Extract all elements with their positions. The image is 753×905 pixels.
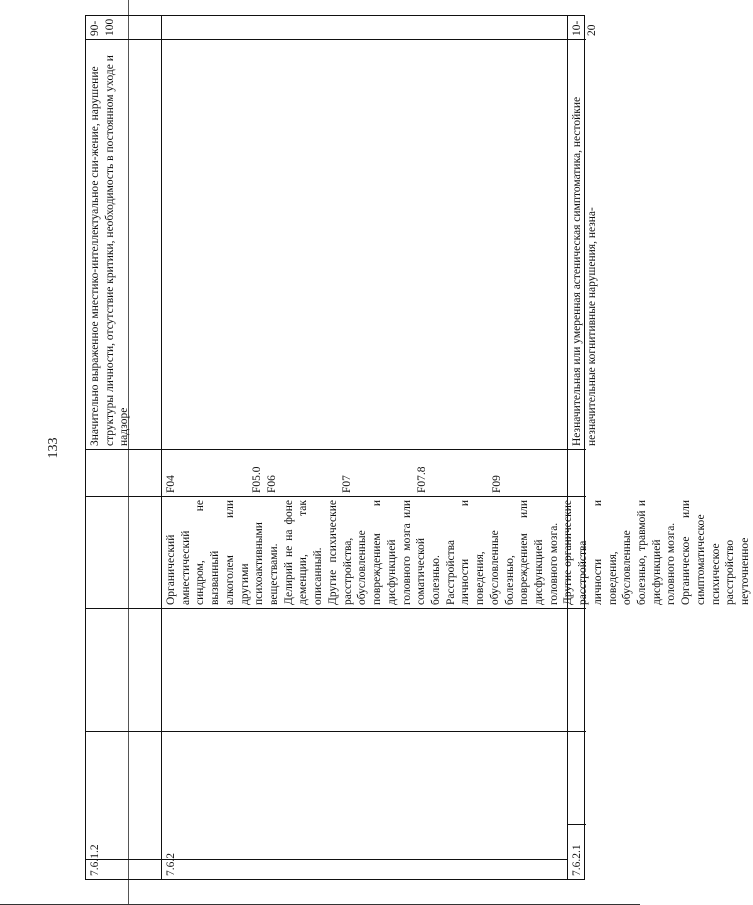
icd-code: F07: [341, 475, 353, 493]
row-disease-text: [86, 608, 161, 731]
disease-item: Органический амнестический синдром, не вызванный алкоголем или другими психоактивными веществами.: [165, 500, 281, 605]
disease-item: Органическое или симптоматическое психическое расстройство неуточненное: [680, 500, 752, 605]
icd-code: F07.8: [416, 466, 428, 493]
disability-criteria-table: [85, 15, 752, 880]
row-icd-empty: [568, 496, 586, 608]
row-description: [86, 731, 161, 859]
row-disease-text: [568, 608, 586, 731]
row-criteria: Значительно выраженное мнестико-интеллектуальное сни-жение, нарушение структуры личности, отсутствие критики, необходимость в постоянном уходе и надзоре: [86, 39, 161, 449]
icd-code: F04: [165, 475, 177, 493]
row-criteria: [162, 39, 567, 449]
row-description: [162, 731, 567, 859]
row-icd-empty: [86, 496, 161, 608]
row-description: [568, 731, 586, 824]
disease-item: Другие органические расстройства личности и поведения, обусловленные болезнью, травмой и дисфункцией головного мозга.: [562, 500, 678, 605]
row-description-2: [162, 608, 567, 731]
row-percent: [162, 14, 567, 39]
row-code: 7.6.1.2: [86, 859, 161, 879]
disease-item: Делирий не на фоне деменции, так описанный.: [282, 500, 325, 605]
row-icd-codes: [86, 449, 161, 496]
row-code: 7.6.2: [162, 859, 567, 879]
row-percent: 10-20: [571, 20, 598, 36]
row-code: 7.6.2.1: [568, 824, 586, 879]
row-icd-codes: [568, 449, 586, 496]
page-number: 133: [46, 437, 61, 459]
row-disease-text: [162, 496, 752, 608]
row-icd-codes: [162, 449, 567, 496]
icd-code: F05.0: [251, 466, 263, 493]
disease-item: Другие психические расстройства, обусловленные повреждением и дисфункцией головного мозга или соматической болезнью.: [326, 500, 442, 605]
row-percent: 90-100: [89, 18, 116, 36]
disease-item: Расстройства личности и поведения, обусловленные болезнью, повреждением или дисфункцией головного мозга.: [444, 500, 560, 605]
table-row: [568, 16, 598, 879]
icd-code: F09: [491, 475, 503, 493]
table-row: [86, 16, 162, 879]
icd-code: F06: [266, 475, 278, 493]
row-criteria: Незначительная или умеренная астеническая симптоматика, нестойкие незначительные когнитивные нарушения, незна-: [568, 39, 586, 449]
